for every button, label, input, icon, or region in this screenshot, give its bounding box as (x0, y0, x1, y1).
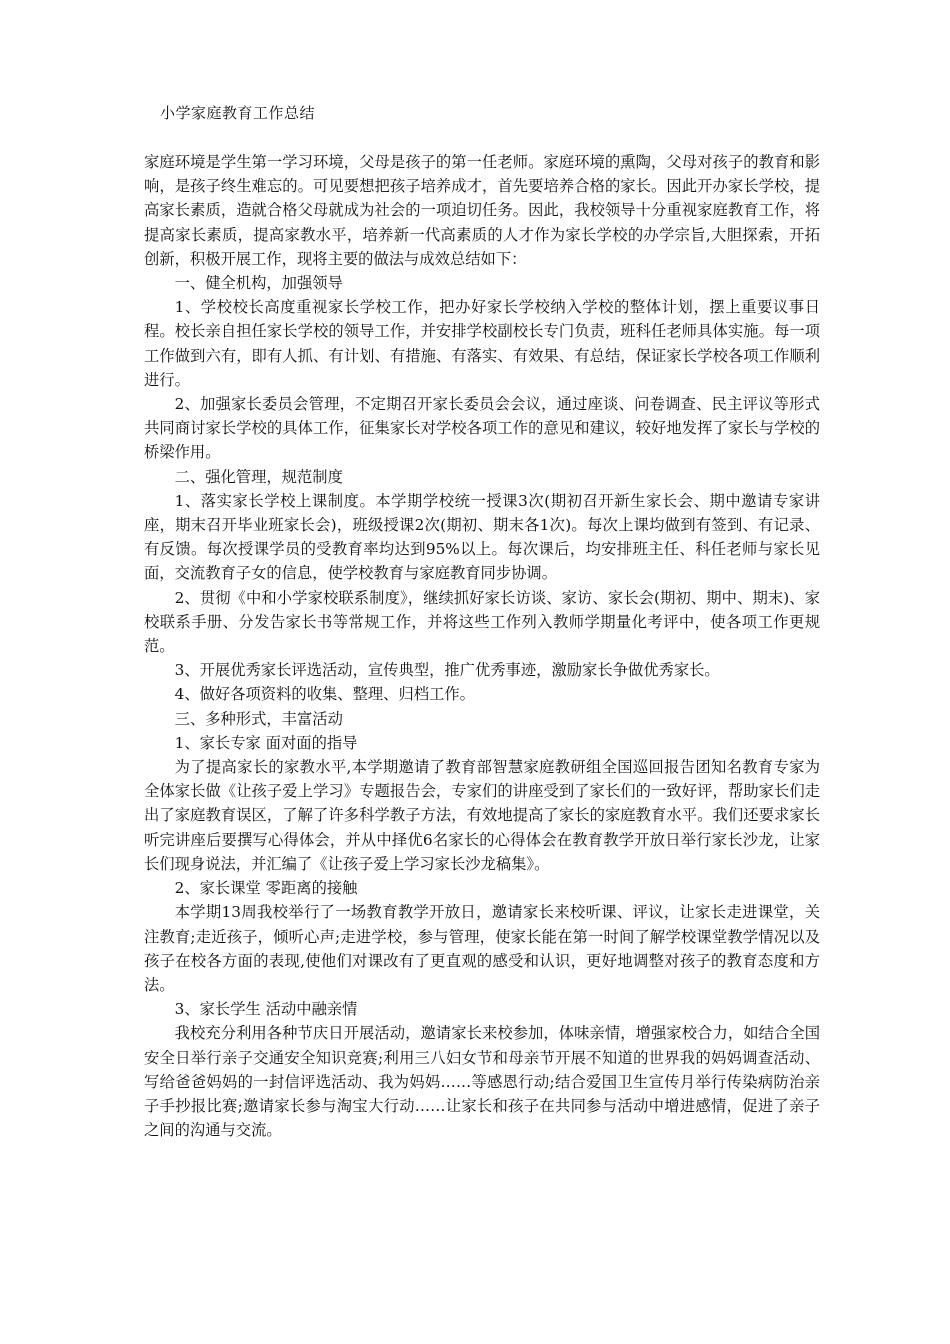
section-1-paragraph-2: 2、加强家长委员会管理，不定期召开家长委员会会议，通过座谈、问卷调查、民主评议等形式共同商讨家长学校的具体工作，征集家长对学校各项工作的意见和建议，较好地发挥了家长与学校的桥梁作用。 (144, 395, 820, 462)
section-3-sub-3-heading: 3、家长学生 活动中融亲情 (174, 1000, 358, 1019)
section-3-heading: 三、多种形式，丰富活动 (174, 709, 343, 728)
section-2-paragraph-4: 4、做好各项资料的收集、整理、归档工作。 (174, 685, 475, 704)
section-2-paragraph-2: 2、贯彻《中和小学家校联系制度》，继续抓好家长访谈、家访、家长会(期初、期中、期末)、家校联系手册、分发告家长书等常规工作，并将这些工作列入教师学期量化考评中，使各项工作更规范。 (144, 588, 820, 656)
section-2-paragraph-1: 1、落实家长学校上课制度。本学期学校统一授课3次(期初召开新生家长会、期中邀请专家讲座，期末召开毕业班家长会)，班级授课2次(期初、期末各1次)。每次上课均做到有签到、有记录、有反馈。每次授课学员的受教育率均达到95%以上。每次课后，均安排班主任、科任老师与家长见面，交流教育子女的信息，使学校教育与家庭教育同步协调。 (144, 491, 820, 583)
section-3-sub-2-paragraph: 本学期13周我校举行了一场教育教学开放日，邀请家长来校听课、评议，让家长走进课堂，关注教育;走近孩子，倾听心声;走进学校，参与管理，使家长能在第一时间了解学校课堂教学情况以及孩子在校各方面的表现,使他们对课改有了更直观的感受和认识，更好地调整对孩子的教育态度和方法。 (144, 903, 820, 994)
section-2-paragraph-3: 3、开展优秀家长评选活动，宣传典型，推广优秀事迹，激励家长争做优秀家长。 (174, 661, 720, 680)
intro-paragraph: 家庭环境是学生第一学习环境，父母是孩子的第一任老师。家庭环境的熏陶，父母对孩子的教育和影响，是孩子终生难忘的。可见要想把孩子培养成才，首先要培养合格的家长。因此开办家长学校，提高家长素质，造就合格父母就成为社会的一项迫切任务。因此，我校领导十分重视家庭教育工作，将提高家长素质，提高家教水平，培养新一代高素质的人才作为家长学校的办学宗旨,大胆探索，开拓创新，积极开展工作，现将主要的做法与成效总结如下： (144, 153, 820, 268)
section-1-heading: 一、健全机构，加强领导 (174, 274, 343, 293)
section-3-sub-2-heading: 2、家长课堂 零距离的接触 (174, 879, 358, 898)
section-3-sub-1-paragraph: 为了提高家长的家教水平,本学期邀请了教育部智慧家庭教研组全国巡回报告团知名教育专家为全体家长做《让孩子爱上学习》专题报告会，专家们的讲座受到了家长们的一致好评，帮助家长们走出了家庭教育误区，了解了许多科学教子方法，有效地提高了家长的家庭教育水平。我们还要求家长听完讲座后要撰写心得体会，并从中择优6名家长的心得体会在教育教学开放日举行家长沙龙，让家长们现身说法，并汇编了《让孩子爱上学习家长沙龙稿集》。 (144, 758, 820, 873)
section-1-paragraph-1: 1、学校校长高度重视家长学校工作，把办好家长学校纳入学校的整体计划，摆上重要议事日程。校长亲自担任家长学校的领导工作，并安排学校副校长专门负责，班科任老师具体实施。每一项工作做到六有，即有人抓、有计划、有措施、有落实、有效果、有总结，保证家长学校各项工作顺利进行。 (144, 298, 820, 389)
section-3-sub-1-heading: 1、家长专家 面对面的指导 (174, 733, 358, 752)
document-title: 小学家庭教育工作总结 (160, 104, 316, 122)
document-body (144, 150, 820, 1142)
section-3-sub-3-paragraph: 我校充分利用各种节庆日开展活动，邀请家长来校参加，体味亲情，增强家校合力，如结合全国安全日举行亲子交通安全知识竞赛;利用三八妇女节和母亲节开展不知道的世界我的妈妈调查活动、写给爸爸妈妈的一封信评选活动、我为妈妈……等感恩行动;结合爱国卫生宣传月举行传染病防治亲子手抄报比赛;邀请家长参与淘宝大行动……让家长和孩子在共同参与活动中增进感情，促进了亲子之间的沟通与交流。 (144, 1024, 820, 1140)
section-2-heading: 二、强化管理，规范制度 (174, 467, 343, 486)
